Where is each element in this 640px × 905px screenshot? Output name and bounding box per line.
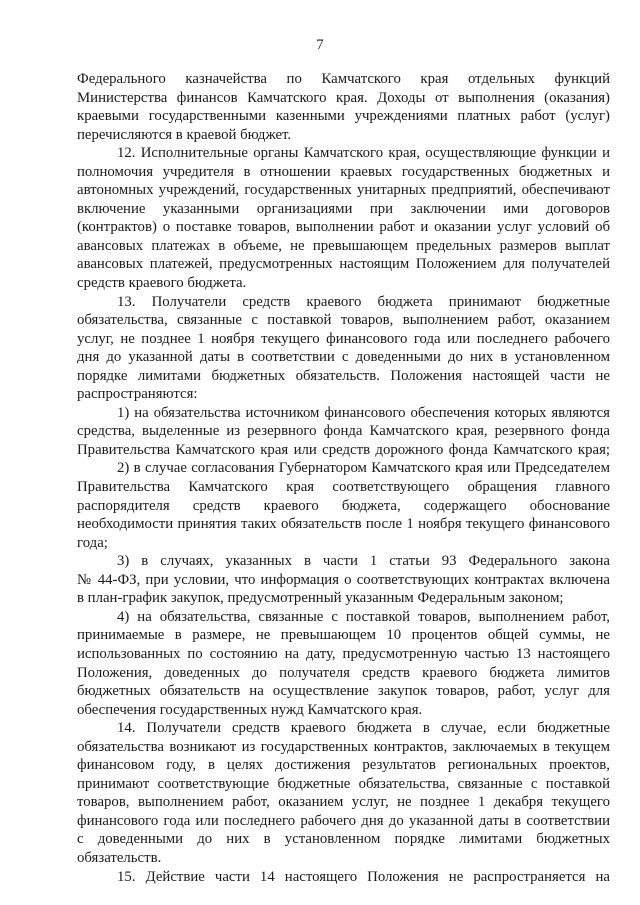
text-line: (контрактов) о поставке товаров, выполнении работ и оказании услуг условий об bbox=[77, 219, 610, 236]
text-line: товаров, выполнением работ, оказанием услуг, не позднее 1 декабря текущего bbox=[77, 794, 610, 811]
text-line: Положения, доведенных до получателя средств краевого бюджета лимитов bbox=[77, 664, 610, 681]
text-line: Правительства Камчатского края соответствующего обращения главного bbox=[77, 479, 610, 496]
text-line: года; bbox=[77, 534, 108, 551]
text-line: услуг, не позднее 1 ноября текущего финансового года или последнего рабочего bbox=[77, 330, 610, 347]
text-line: принимают соответствующие бюджетные обязательства, связанные с поставкой bbox=[77, 775, 610, 792]
text-line: финансового года или последнего рабочего дня до указанной даты в соответствии bbox=[77, 812, 610, 829]
text-line: Правительства Камчатского края или средств дорожного фонда Камчатского края; bbox=[77, 441, 610, 458]
text-line: необходимости принятия таких обязательств после 1 ноября текущего финансового bbox=[77, 516, 610, 533]
text-line: принимаемые в размере, не превышающем 10 процентов общей суммы, не bbox=[77, 627, 610, 644]
text-line: 2) в случае согласования Губернатором Камчатского края или Председателем bbox=[117, 460, 610, 477]
text-line: № 44-ФЗ, при условии, что информация о соответствующих контрактах включена bbox=[77, 571, 610, 588]
text-line: использованных по состоянию на дату, предусмотренную частью 13 настоящего bbox=[77, 645, 610, 662]
text-line: обязательств. bbox=[77, 849, 162, 866]
text-line: дня до указанной даты в соответствии с доведенными до них в установленном bbox=[77, 349, 610, 366]
text-line: обязательства возникают из государственных контрактов, заключаемых в текущем bbox=[77, 738, 610, 755]
text-line: средств краевого бюджета. bbox=[77, 275, 247, 292]
text-line: 1) на обязательства источником финансового обеспечения которых являются bbox=[117, 404, 610, 421]
text-line: порядке лимитами бюджетных обязательств. Положения настоящей части не bbox=[77, 367, 610, 384]
text-line: 13. Получатели средств краевого бюджета принимают бюджетные bbox=[117, 293, 610, 310]
text-line: с доведенными до них в установленном порядке лимитами бюджетных bbox=[77, 831, 610, 848]
text-line: включение указанными организациями при заключении ими договоров bbox=[77, 200, 610, 217]
text-line: полномочия учредителя в отношении краевых государственных бюджетных и bbox=[77, 163, 610, 180]
text-line: 12. Исполнительные органы Камчатского края, осуществляющие функции и bbox=[117, 145, 610, 162]
text-line: 4) на обязательства, связанные с поставкой товаров, выполнением работ, bbox=[117, 608, 610, 625]
text-line: перечисляются в краевой бюджет. bbox=[77, 126, 292, 143]
text-line: Федерального казначейства по Камчатского края отдельных функций bbox=[77, 71, 610, 87]
text-line: бюджетных обязательств на осуществление закупок товаров, работ, услуг для bbox=[77, 683, 610, 700]
text-line: распространяются: bbox=[77, 386, 198, 403]
text-line: средства, выделенные из резервного фонда Камчатского края, резервного фонда bbox=[77, 423, 610, 440]
page-number: 7 bbox=[316, 37, 324, 53]
text-line: 14. Получатели средств краевого бюджета в случае, если бюджетные bbox=[117, 720, 610, 737]
text-line: автономных учреждений, государственных унитарных предприятий, обеспечивают bbox=[77, 182, 610, 199]
text-line: обязательства, связанные с поставкой товаров, выполнением работ, оказанием bbox=[77, 312, 610, 329]
text-line: обеспечения государственных нужд Камчатского края. bbox=[77, 701, 423, 718]
text-line: авансовых платежей, предусмотренных настоящим Положением для получателей bbox=[77, 256, 610, 273]
text-line: финансовом году, в целях достижения результатов региональных проектов, bbox=[77, 757, 610, 774]
text-line: в план-график закупок, предусмотренный указанным Федеральным законом; bbox=[77, 590, 564, 607]
text-line: распорядителя средств краевого бюджета, содержащего обоснование bbox=[77, 497, 610, 514]
text-line: краевыми государственными казенными учреждениями платных работ (услуг) bbox=[77, 108, 610, 125]
document-body bbox=[77, 70, 610, 886]
text-line: авансовых платежах в объеме, не превышающем предельных размеров выплат bbox=[77, 237, 610, 254]
text-line: Министерства финансов Камчатского края. Доходы от выполнения (оказания) bbox=[77, 89, 610, 106]
text-line: 3) в случаях, указанных в части 1 статьи 93 Федерального закона bbox=[117, 553, 610, 570]
text-line: 15. Действие части 14 настоящего Положения не распространяется на bbox=[117, 868, 610, 885]
